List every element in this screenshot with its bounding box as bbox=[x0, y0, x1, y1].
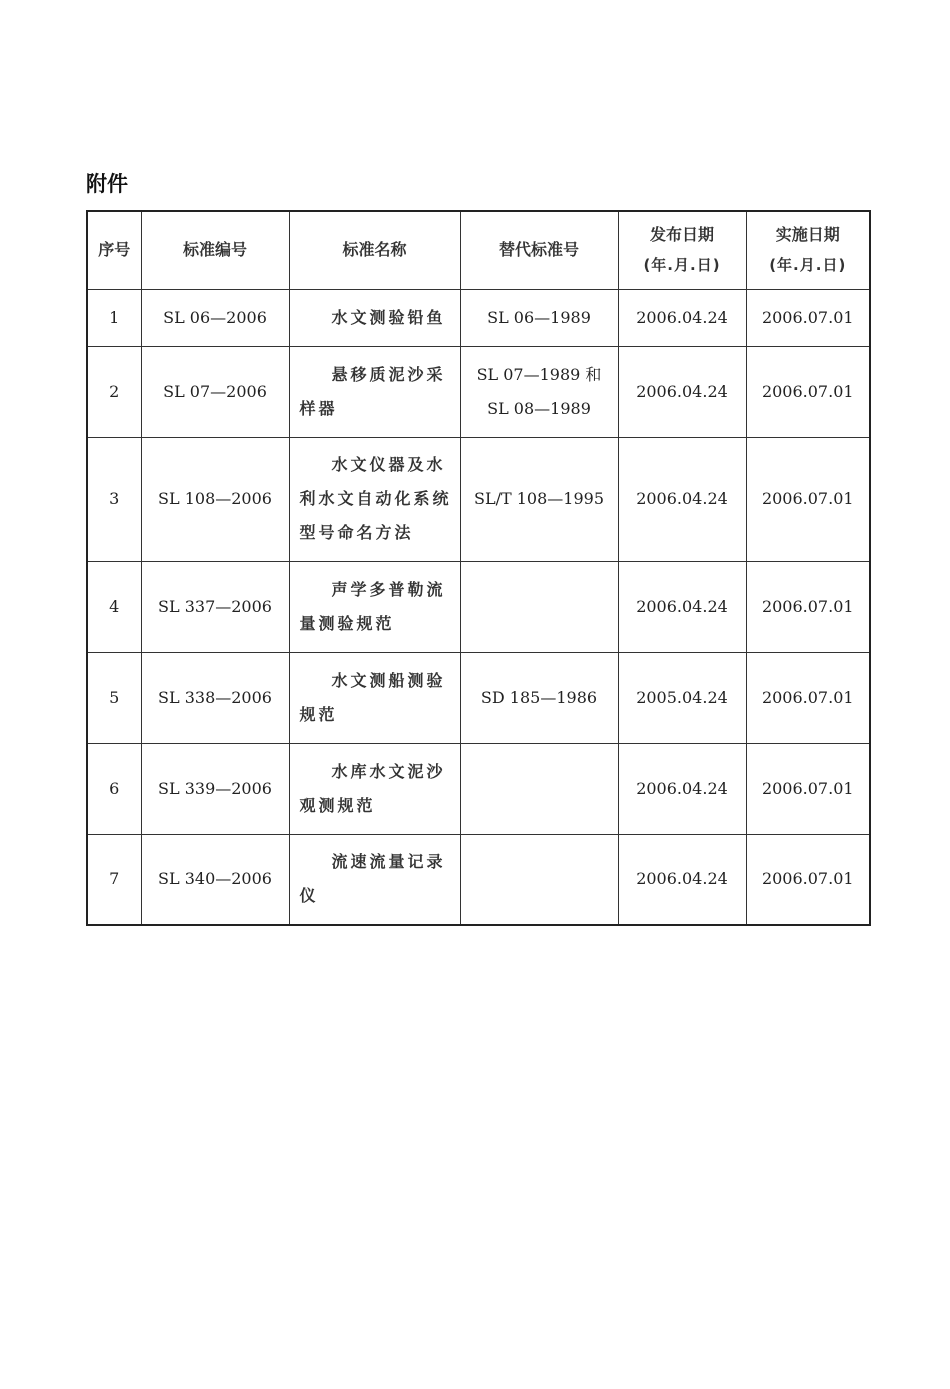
header-replaces: 替代标准号 bbox=[460, 211, 618, 289]
issue-date: 2006.04.24 bbox=[618, 437, 746, 561]
row-number: 4 bbox=[87, 561, 141, 652]
row-number: 2 bbox=[87, 346, 141, 437]
row-number: 5 bbox=[87, 652, 141, 743]
standard-code: SL 339—2006 bbox=[141, 743, 289, 834]
header-name: 标准名称 bbox=[289, 211, 460, 289]
effective-date: 2006.07.01 bbox=[746, 437, 870, 561]
replaced-standard: SL 06—1989 bbox=[460, 289, 618, 346]
row-number: 1 bbox=[87, 289, 141, 346]
replaced-standard bbox=[460, 561, 618, 652]
standard-code: SL 337—2006 bbox=[141, 561, 289, 652]
row-number: 3 bbox=[87, 437, 141, 561]
standard-code: SL 338—2006 bbox=[141, 652, 289, 743]
replaced-standard: SL 07—1989 和 SL 08—1989 bbox=[460, 346, 618, 437]
replaced-standard bbox=[460, 834, 618, 925]
standard-name bbox=[289, 289, 460, 346]
standard-name-text: 声学多普勒流量测验规范 bbox=[299, 579, 446, 633]
standard-name-text: 悬移质泥沙采样器 bbox=[299, 364, 446, 418]
row-number: 7 bbox=[87, 834, 141, 925]
effective-date: 2006.07.01 bbox=[746, 743, 870, 834]
standard-name bbox=[289, 561, 460, 652]
standard-name-text: 水文仪器及水利水文自动化系统型号命名方法 bbox=[299, 455, 452, 542]
standard-name bbox=[289, 743, 460, 834]
standard-name-text: 水库水文泥沙观测规范 bbox=[299, 761, 446, 815]
issue-date: 2006.04.24 bbox=[618, 289, 746, 346]
date-format-note: (年.月.日) bbox=[769, 256, 847, 275]
standard-name bbox=[289, 437, 460, 561]
attachment-title: 附件 bbox=[86, 172, 128, 196]
table-row bbox=[87, 289, 870, 346]
effective-date: 2006.07.01 bbox=[746, 346, 870, 437]
table-row bbox=[87, 346, 870, 437]
standard-name-text: 水文测船测验规范 bbox=[299, 670, 446, 724]
replaced-standard: SL/T 108—1995 bbox=[460, 437, 618, 561]
effective-date: 2006.07.01 bbox=[746, 652, 870, 743]
header-effective: 实施日期 (年.月.日) bbox=[746, 211, 870, 289]
standard-code: SL 06—2006 bbox=[141, 289, 289, 346]
table-header-row bbox=[87, 211, 870, 289]
standard-name bbox=[289, 652, 460, 743]
table-row bbox=[87, 743, 870, 834]
standard-name bbox=[289, 346, 460, 437]
issue-date: 2006.04.24 bbox=[618, 743, 746, 834]
table-row bbox=[87, 561, 870, 652]
standard-name-text: 流速流量记录仪 bbox=[299, 852, 446, 906]
date-format-note: (年.月.日) bbox=[643, 256, 721, 275]
standards-table bbox=[86, 210, 871, 926]
header-no: 序号 bbox=[87, 211, 141, 289]
row-number: 6 bbox=[87, 743, 141, 834]
header-code: 标准编号 bbox=[141, 211, 289, 289]
table-row bbox=[87, 437, 870, 561]
effective-date: 2006.07.01 bbox=[746, 289, 870, 346]
effective-date: 2006.07.01 bbox=[746, 834, 870, 925]
standard-code: SL 07—2006 bbox=[141, 346, 289, 437]
table-row bbox=[87, 834, 870, 925]
standard-code: SL 340—2006 bbox=[141, 834, 289, 925]
issue-date: 2006.04.24 bbox=[618, 561, 746, 652]
header-issued: 发布日期 (年.月.日) bbox=[618, 211, 746, 289]
standard-code: SL 108—2006 bbox=[141, 437, 289, 561]
replaced-standard: SD 185—1986 bbox=[460, 652, 618, 743]
effective-date: 2006.07.01 bbox=[746, 561, 870, 652]
standard-name-text: 水文测验铅鱼 bbox=[331, 307, 446, 327]
standard-name bbox=[289, 834, 460, 925]
table-row bbox=[87, 652, 870, 743]
replaced-standard bbox=[460, 743, 618, 834]
issue-date: 2006.04.24 bbox=[618, 834, 746, 925]
issue-date: 2005.04.24 bbox=[618, 652, 746, 743]
issue-date: 2006.04.24 bbox=[618, 346, 746, 437]
